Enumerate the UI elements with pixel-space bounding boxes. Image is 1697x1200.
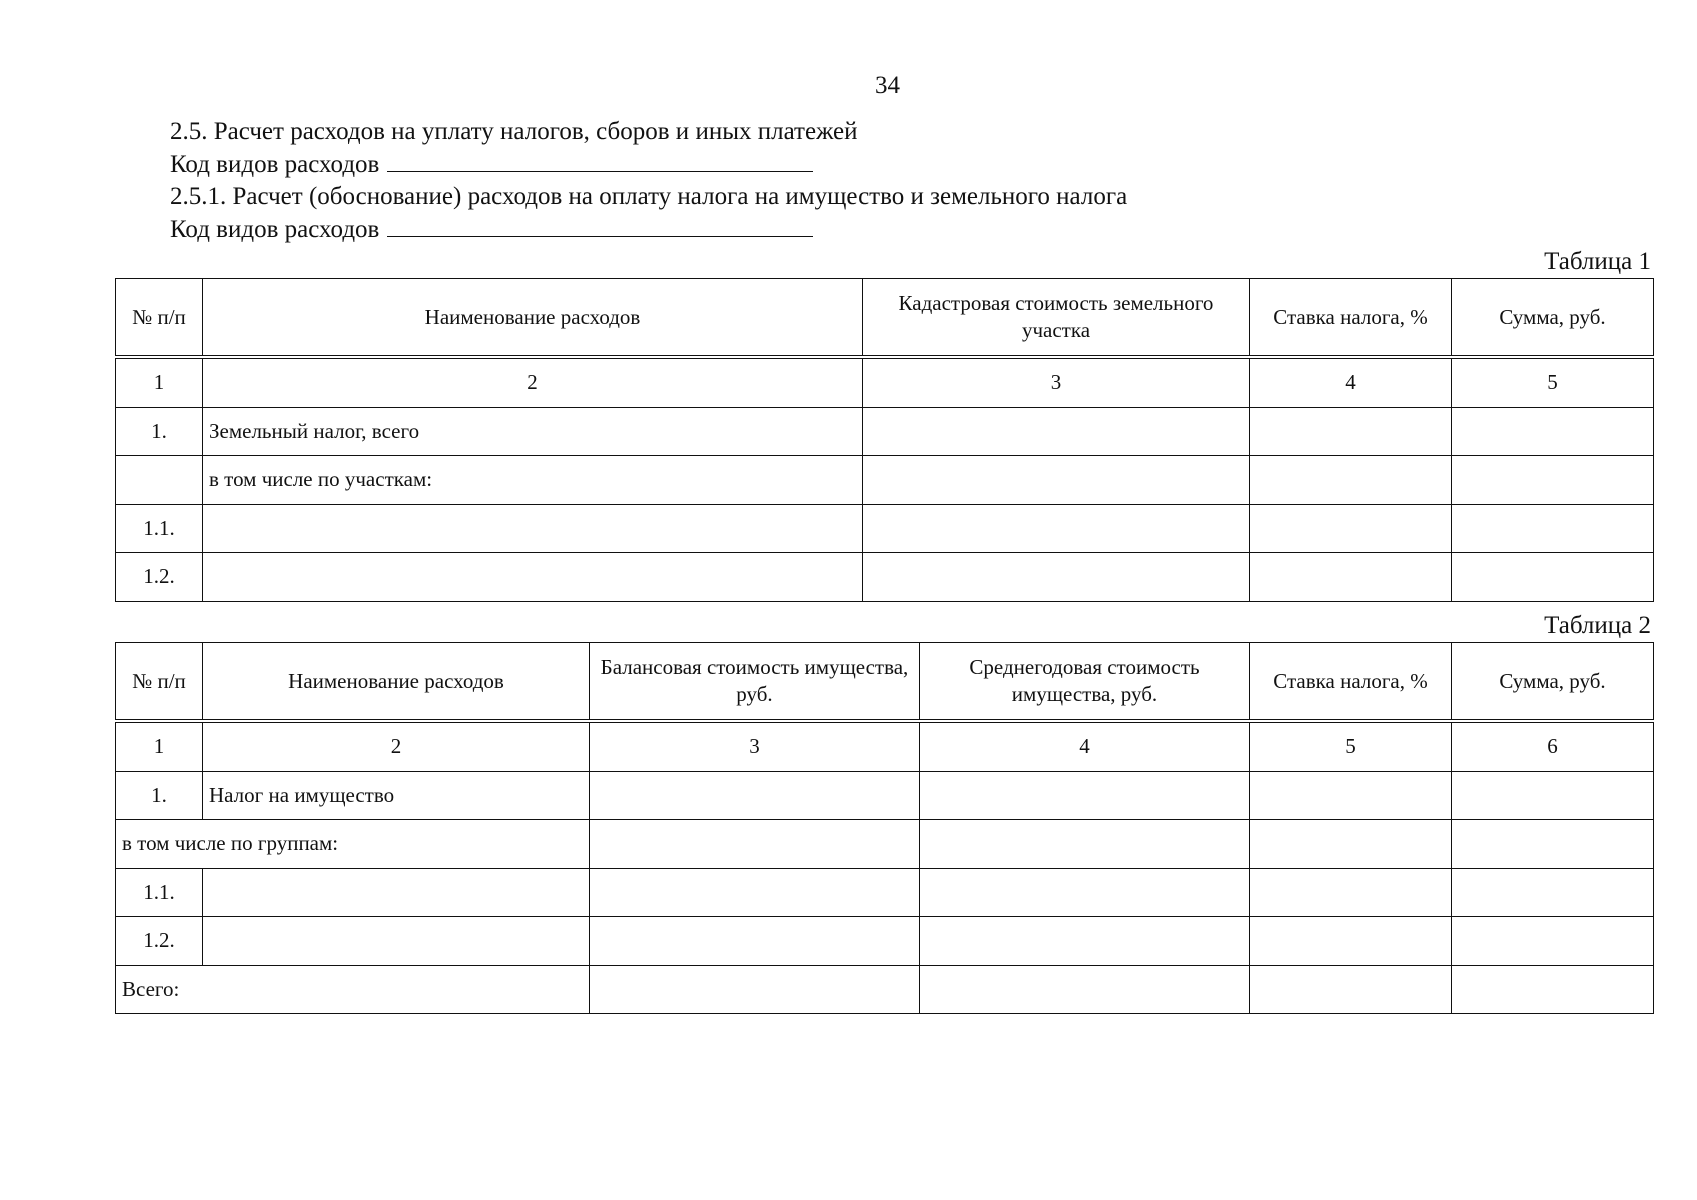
table-header-row bbox=[116, 279, 1654, 358]
table-row bbox=[116, 820, 1654, 869]
table-row bbox=[116, 553, 1654, 602]
value-cell[interactable] bbox=[1250, 917, 1452, 966]
header-cell: Наименование расходов bbox=[203, 279, 863, 358]
value-cell[interactable] bbox=[1452, 504, 1654, 553]
value-cell[interactable] bbox=[1452, 868, 1654, 917]
value-cell[interactable] bbox=[863, 504, 1250, 553]
value-cell[interactable] bbox=[1452, 965, 1654, 1014]
value-cell[interactable] bbox=[1452, 456, 1654, 505]
table-row bbox=[116, 504, 1654, 553]
value-cell[interactable] bbox=[1452, 771, 1654, 820]
header-cell: Ставка налога, % bbox=[1250, 643, 1452, 722]
land-tax-table bbox=[115, 278, 1654, 602]
column-number: 4 bbox=[1250, 357, 1452, 407]
column-number: 5 bbox=[1452, 357, 1654, 407]
column-number: 3 bbox=[590, 721, 920, 771]
value-cell[interactable] bbox=[920, 820, 1250, 869]
row-number: 1.2. bbox=[116, 917, 203, 966]
table-row bbox=[116, 407, 1654, 456]
expense-name-cell[interactable] bbox=[203, 868, 590, 917]
subsection-title: 2.5.1. Расчет (обоснование) расходов на оплату налога на имущество и земельного налога bbox=[170, 183, 1128, 210]
value-cell[interactable] bbox=[1250, 771, 1452, 820]
section-title: 2.5. Расчет расходов на уплату налогов, сборов и иных платежей bbox=[170, 118, 858, 145]
expense-code-label: Код видов расходов bbox=[170, 150, 380, 178]
page-number: 34 bbox=[875, 72, 900, 99]
column-number: 6 bbox=[1452, 721, 1654, 771]
expense-name-cell: Земельный налог, всего bbox=[203, 407, 863, 456]
value-cell[interactable] bbox=[1452, 407, 1654, 456]
value-cell[interactable] bbox=[920, 771, 1250, 820]
table-row bbox=[116, 917, 1654, 966]
row-number: 1.1. bbox=[116, 868, 203, 917]
value-cell[interactable] bbox=[1250, 820, 1452, 869]
value-cell[interactable] bbox=[863, 407, 1250, 456]
value-cell[interactable] bbox=[1452, 553, 1654, 602]
column-number: 4 bbox=[920, 721, 1250, 771]
row-number bbox=[116, 456, 203, 505]
table-1-caption: Таблица 1 bbox=[1544, 248, 1651, 275]
value-cell[interactable] bbox=[590, 868, 920, 917]
value-cell[interactable] bbox=[590, 820, 920, 869]
value-cell[interactable] bbox=[1250, 504, 1452, 553]
row-number: 1.2. bbox=[116, 553, 203, 602]
expense-name-cell: Налог на имущество bbox=[203, 771, 590, 820]
value-cell[interactable] bbox=[863, 553, 1250, 602]
table-row bbox=[116, 456, 1654, 505]
header-cell: Наименование расходов bbox=[203, 643, 590, 722]
value-cell[interactable] bbox=[590, 917, 920, 966]
value-cell[interactable] bbox=[590, 771, 920, 820]
row-number: 1.1. bbox=[116, 504, 203, 553]
header-cell: Среднегодовая стоимость имущества, руб. bbox=[920, 643, 1250, 722]
value-cell[interactable] bbox=[1452, 917, 1654, 966]
value-cell[interactable] bbox=[1250, 407, 1452, 456]
expense-code-blank[interactable] bbox=[387, 149, 813, 172]
table-row bbox=[116, 965, 1654, 1014]
column-number: 2 bbox=[203, 357, 863, 407]
value-cell[interactable] bbox=[1250, 965, 1452, 1014]
value-cell[interactable] bbox=[920, 965, 1250, 1014]
grand-total-label-cell: Всего: bbox=[116, 965, 590, 1014]
row-number: 1. bbox=[116, 407, 203, 456]
header-cell: Сумма, руб. bbox=[1452, 643, 1654, 722]
row-number: 1. bbox=[116, 771, 203, 820]
value-cell[interactable] bbox=[1250, 553, 1452, 602]
table-header-row bbox=[116, 643, 1654, 722]
value-cell[interactable] bbox=[863, 456, 1250, 505]
table-row bbox=[116, 868, 1654, 917]
value-cell[interactable] bbox=[1250, 456, 1452, 505]
groups-label-cell: в том числе по группам: bbox=[116, 820, 590, 869]
table-2-caption: Таблица 2 bbox=[1544, 612, 1651, 639]
value-cell[interactable] bbox=[1452, 820, 1654, 869]
table-row bbox=[116, 771, 1654, 820]
header-cell: Кадастровая стоимость земельного участка bbox=[863, 279, 1250, 358]
heading-block bbox=[170, 116, 1127, 246]
header-cell: Сумма, руб. bbox=[1452, 279, 1654, 358]
expense-code-line-2 bbox=[170, 214, 1127, 247]
expense-name-cell[interactable] bbox=[203, 553, 863, 602]
value-cell[interactable] bbox=[920, 868, 1250, 917]
column-number: 1 bbox=[116, 357, 203, 407]
expense-name-cell: в том числе по участкам: bbox=[203, 456, 863, 505]
expense-code-blank[interactable] bbox=[387, 214, 813, 237]
expense-name-cell[interactable] bbox=[203, 917, 590, 966]
header-cell: Балансовая стоимость имущества, руб. bbox=[590, 643, 920, 722]
column-number-row bbox=[116, 721, 1654, 771]
header-cell: Ставка налога, % bbox=[1250, 279, 1452, 358]
header-cell: № п/п bbox=[116, 279, 203, 358]
expense-code-label: Код видов расходов bbox=[170, 215, 380, 243]
column-number: 1 bbox=[116, 721, 203, 771]
property-tax-table bbox=[115, 642, 1654, 1014]
value-cell[interactable] bbox=[590, 965, 920, 1014]
column-number: 2 bbox=[203, 721, 590, 771]
value-cell[interactable] bbox=[920, 917, 1250, 966]
expense-name-cell[interactable] bbox=[203, 504, 863, 553]
expense-code-line-1 bbox=[170, 149, 1127, 182]
column-number: 3 bbox=[863, 357, 1250, 407]
value-cell[interactable] bbox=[1250, 868, 1452, 917]
column-number-row bbox=[116, 357, 1654, 407]
header-cell: № п/п bbox=[116, 643, 203, 722]
column-number: 5 bbox=[1250, 721, 1452, 771]
